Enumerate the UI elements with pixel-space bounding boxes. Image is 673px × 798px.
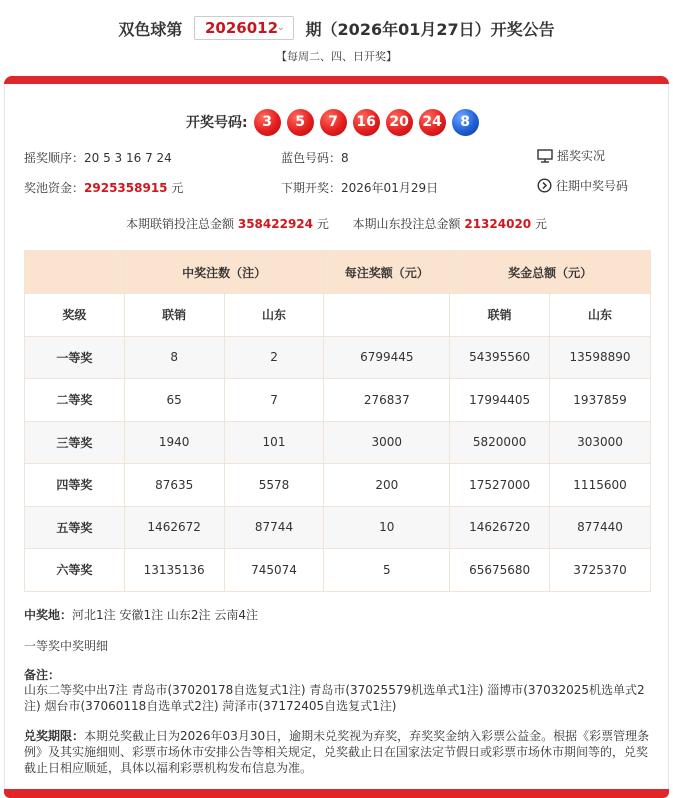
header-total-prize: 奖金总额（元）	[450, 251, 651, 294]
history-link[interactable]	[537, 177, 628, 194]
history-link-label: 往期中奖号码	[556, 179, 629, 193]
arrow-circle-icon	[537, 178, 552, 193]
sales-summary	[0, 215, 673, 232]
blue-number-label: 蓝色号码：	[281, 151, 342, 165]
count-lianxiao: 1940	[124, 421, 224, 464]
header-lianxiao: 联销	[124, 294, 224, 337]
title-suffix: 期（2026年01月27日）开奖公告	[305, 19, 555, 39]
blue-ball: 8	[452, 109, 479, 136]
header-each-prize: 每注奖额（元）	[324, 251, 450, 294]
draw-schedule: 【每周二、四、日开奖】	[276, 50, 397, 63]
blue-number-value: 8	[341, 151, 349, 165]
count-shandong: 101	[224, 421, 324, 464]
count-lianxiao: 13135136	[124, 549, 224, 592]
prize-pool-unit: 元	[171, 181, 184, 195]
remark-label: 备注：	[24, 668, 61, 682]
red-ball: 24	[419, 109, 446, 136]
count-shandong: 2	[224, 336, 324, 379]
total-shandong: 303000	[550, 421, 651, 464]
next-draw-label: 下期开奖：	[281, 181, 342, 195]
total-shandong: 13598890	[550, 336, 651, 379]
total-sales-value: 358422924	[237, 217, 313, 231]
count-lianxiao: 1462672	[124, 506, 224, 549]
red-ball: 5	[287, 109, 314, 136]
prize-pool	[24, 179, 183, 196]
prize-level: 四等奖	[25, 464, 125, 507]
total-lianxiao: 5820000	[450, 421, 550, 464]
winning-locations-value: 河北1注 安徽1注 山东2注 云南4注	[72, 608, 258, 622]
header-lianxiao: 联销	[450, 294, 550, 337]
total-lianxiao: 17994405	[450, 379, 550, 422]
prize-pool-label: 奖池资金：	[24, 181, 85, 195]
count-shandong: 745074	[224, 549, 324, 592]
prize-level: 六等奖	[25, 549, 125, 592]
sd-sales-unit: 元	[534, 217, 547, 231]
red-ball: 7	[320, 109, 347, 136]
sd-sales-value: 21324020	[464, 217, 532, 231]
header-empty	[25, 251, 125, 294]
prize-level: 一等奖	[25, 336, 125, 379]
count-shandong: 7	[224, 379, 324, 422]
total-sales-label: 本期联销投注总金额	[126, 217, 235, 231]
first-prize-detail: 一等奖中奖明细	[24, 639, 109, 653]
red-ball: 3	[254, 109, 281, 136]
total-shandong: 1115600	[550, 464, 651, 507]
claim-deadline	[24, 728, 654, 776]
total-lianxiao: 17527000	[450, 464, 550, 507]
prize-level: 三等奖	[25, 421, 125, 464]
live-draw-link[interactable]	[537, 147, 605, 164]
winning-numbers-label: 开奖号码:	[186, 115, 248, 131]
winning-numbers	[186, 108, 485, 136]
header-blank	[324, 294, 450, 337]
prize-level: 二等奖	[25, 379, 125, 422]
prize-level: 五等奖	[25, 506, 125, 549]
header-level: 奖级	[25, 294, 125, 337]
prize-pool-value: 2925358915	[84, 181, 168, 195]
next-draw-value: 2026年01月29日	[341, 181, 439, 195]
issue-select[interactable]	[194, 16, 294, 40]
total-lianxiao: 54395560	[450, 336, 550, 379]
prize-each: 10	[324, 506, 450, 549]
panel-bottom-bar	[4, 789, 669, 798]
prize-each: 5	[324, 549, 450, 592]
claim-deadline-text: 本期兑奖截止日为2026年03月30日，逾期未兑奖视为弃奖，弃奖奖金纳入彩票公益金。根据《彩票管理条例》及其实施细则、彩票市场休市安排公告等相关规定，兑奖截止日在国家法定节假日或彩票市场休市期间等的，兑奖截止日相应顺延，具体以福利彩票机构发布信息为准。	[24, 729, 650, 775]
table-header-row	[25, 251, 651, 294]
total-lianxiao: 65675680	[450, 549, 550, 592]
live-draw-link-label: 摇奖实况	[557, 149, 606, 163]
next-draw	[281, 179, 438, 196]
page-title	[0, 16, 673, 40]
header-shandong: 山东	[550, 294, 651, 337]
header-shandong: 山东	[224, 294, 324, 337]
title-prefix: 双色球第	[118, 19, 183, 39]
prize-table	[24, 250, 651, 592]
table-subheader-row	[25, 294, 651, 337]
count-lianxiao: 8	[124, 336, 224, 379]
table-row	[25, 336, 651, 379]
draw-order	[24, 149, 172, 166]
sd-sales-label: 本期山东投注总金额	[352, 217, 461, 231]
count-lianxiao: 65	[124, 379, 224, 422]
total-sales-unit: 元	[316, 217, 329, 231]
table-row	[25, 421, 651, 464]
table-row	[25, 379, 651, 422]
prize-each: 276837	[324, 379, 450, 422]
claim-deadline-label: 兑奖期限：	[24, 729, 85, 743]
prize-each: 3000	[324, 421, 450, 464]
issue-select-value: 2026012	[204, 19, 279, 37]
prize-each: 200	[324, 464, 450, 507]
draw-order-value: 20 5 3 16 7 24	[84, 151, 172, 165]
red-ball: 20	[386, 109, 413, 136]
table-row	[25, 464, 651, 507]
total-shandong: 3725370	[550, 549, 651, 592]
monitor-icon	[537, 149, 553, 163]
count-shandong: 87744	[224, 506, 324, 549]
blue-number	[281, 149, 349, 166]
table-row	[25, 549, 651, 592]
table-row	[25, 506, 651, 549]
total-lianxiao: 14626720	[450, 506, 550, 549]
total-shandong: 1937859	[550, 379, 651, 422]
prize-each: 6799445	[324, 336, 450, 379]
total-shandong: 877440	[550, 506, 651, 549]
header-winner-count: 中奖注数（注）	[124, 251, 324, 294]
draw-order-label: 摇奖顺序：	[24, 151, 85, 165]
winning-locations-label: 中奖地：	[24, 608, 73, 622]
red-ball: 16	[353, 109, 380, 136]
winning-locations	[24, 606, 258, 623]
count-lianxiao: 87635	[124, 464, 224, 507]
chevron-down-icon: ⌄	[276, 22, 285, 33]
count-shandong: 5578	[224, 464, 324, 507]
remark-text: 山东二等奖中出7注 青岛市(37020178自选复式1注) 青岛市(37025579机选单式1注) 淄博市(37032025机选单式2注) 烟台市(37060118自选单式2注) 菏泽市(37172405自选复式1注)	[24, 683, 645, 713]
